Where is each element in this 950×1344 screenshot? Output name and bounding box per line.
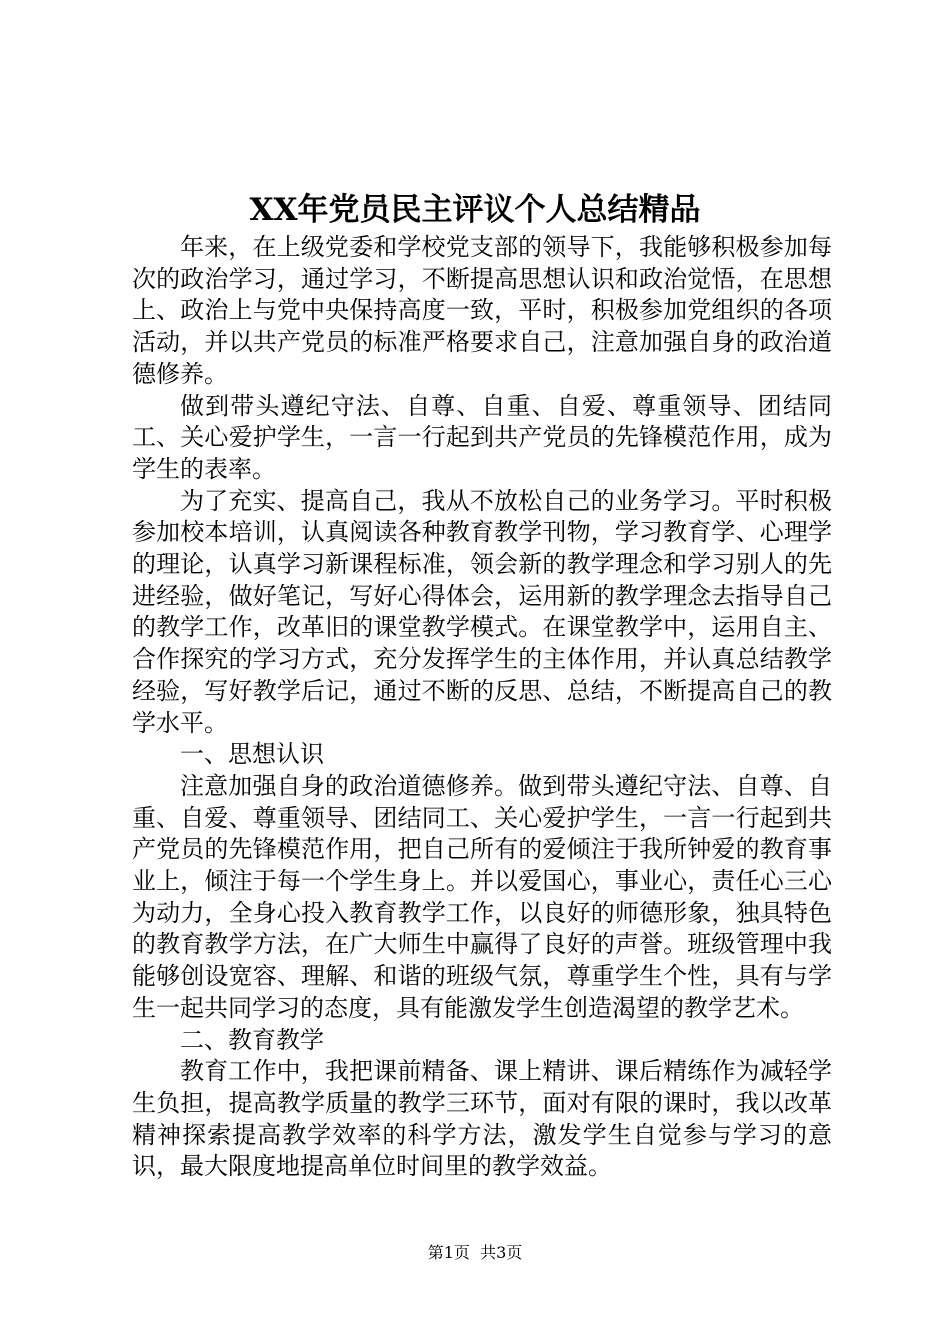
section-heading-thought: 一、思想认识 (180, 740, 324, 769)
document-body (132, 232, 832, 1183)
paragraph-3: 为了充实、提高自己，我从不放松自己的业务学习。平时积极参加校本培训，认真阅读各种教育教学刊物，学习教育学、心理学的理论，认真学习新课程标准，领会新的教学理念和学习别人的先进经验，做好笔记，写好心得体会，运用新的教学理念去指导自己的教学工作，改革旧的课堂教学模式。在课堂教学中，运用自主、合作探究的学习方式，充分发挥学生的主体作用，并认真总结教学经验，写好教学后记，通过不断的反思、总结，不断提高自己的教学水平。 (132, 486, 832, 737)
paragraph-1: 年来，在上级党委和学校党支部的领导下，我能够积极参加每次的政治学习，通过学习，不断提高思想认识和政治觉悟，在思想上、政治上与党中央保持高度一致，平时，积极参加党组织的各项活动，并以共产党员的标准严格要求自己，注意加强自身的政治道德修养。 (132, 233, 832, 388)
section-heading-teaching: 二、教育教学 (180, 1025, 324, 1054)
page-number: 第1页 共3页 (427, 1243, 523, 1262)
paragraph-2: 做到带头遵纪守法、自尊、自重、自爱、尊重领导、团结同工、关心爱护学生，一言一行起到共产党员的先锋模范作用，成为学生的表率。 (132, 391, 832, 483)
page-footer (0, 1242, 950, 1264)
document-title: XX年党员民主评议个人总结精品 (249, 192, 701, 228)
paragraph-4: 注意加强自身的政治道德修养。做到带头遵纪守法、自尊、自重、自爱、尊重领导、团结同工、关心爱护学生，一言一行起到共产党员的先锋模范作用，把自己所有的爱倾注于我所钟爱的教育事业上，倾注于每一个学生身上。并以爱国心，事业心，责任心三心为动力，全身心投入教育教学工作，以良好的师德形象，独具特色的教育教学方法，在广大师生中赢得了良好的声誉。班级管理中我能够创设宽容、理解、和谐的班级气氛，尊重学生个性，具有与学生一起共同学习的态度，具有能激发学生创造渴望的教学艺术。 (132, 771, 832, 1022)
paragraph-5: 教育工作中，我把课前精备、课上精讲、课后精练作为减轻学生负担，提高教学质量的教学三环节，面对有限的课时，我以改革精神探索提高教学效率的科学方法，激发学生自觉参与学习的意识，最大限度地提高单位时间里的教学效益。 (132, 1057, 832, 1181)
